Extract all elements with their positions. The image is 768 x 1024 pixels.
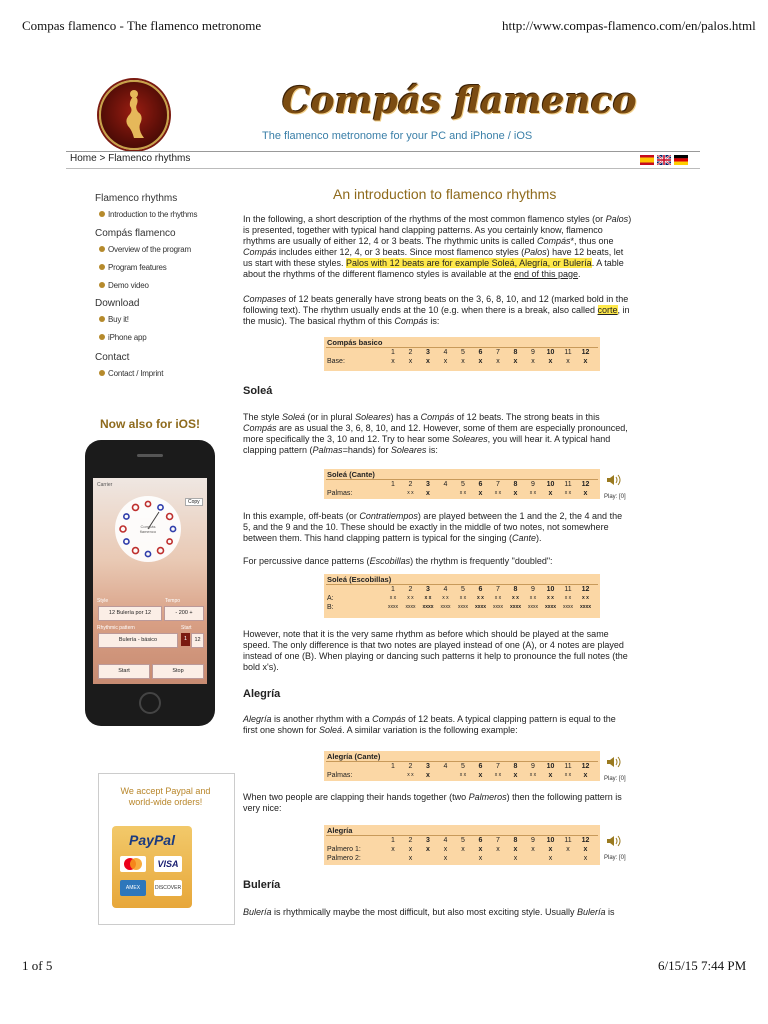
beat-number: 4	[443, 586, 448, 593]
beat-number: 3	[426, 837, 430, 844]
paypal-text: We accept Paypal and world-wide orders!	[120, 786, 211, 807]
nav-item-features[interactable]: Program features	[99, 263, 167, 272]
play-label: Play: [0]	[604, 776, 626, 782]
beat-mark: xxxx	[528, 604, 538, 610]
palmeros-paragraph: When two people are clapping their hands together (two Palmeros) then the following pattern is very nice:	[243, 792, 622, 813]
discover-icon: DISCOVER	[154, 880, 182, 896]
beat-mark: x x	[407, 772, 414, 778]
row-label: Palmas:	[327, 772, 353, 779]
site-logo-text[interactable]: Compás flamenco	[282, 80, 637, 122]
beat-number: 1	[391, 481, 395, 488]
row-label: Palmero 2:	[327, 855, 361, 862]
section-heading-alegria: Alegría	[243, 688, 281, 700]
beat-number: 11	[564, 763, 572, 770]
phone-start-b: 12	[191, 633, 204, 648]
beat-mark: x	[478, 772, 483, 779]
beat-number: 2	[408, 586, 413, 593]
nav-heading-flamenco-rhythms[interactable]: Flamenco rhythms	[95, 193, 178, 204]
bullet-icon	[99, 370, 105, 376]
breadcrumb-separator: >	[99, 153, 106, 164]
beat-mark: x	[513, 846, 518, 853]
beat-mark: x	[513, 358, 518, 365]
beat-mark: x x	[424, 595, 432, 601]
beat-mark: xxxx	[563, 604, 573, 610]
beat-mark: x x	[407, 490, 414, 496]
beat-mark: x x	[564, 772, 572, 778]
beat-number: 2	[408, 349, 413, 356]
beat-mark: x	[478, 490, 483, 497]
intro-paragraph: In the following, a short description of the rhythms of the most common flamenco styles (or Palos) is presented, together with typical hand clapping patterns. As you certainly know, flamenco rhythms are usually of either 12, 4 or 3 beats. The rhythmic units is called Compás*, thus one Compás includes either 12, 4, or 3 beats. Since most flamenco styles (Palos) have 12 beats, let us start with these styles. Palos with 12 beats are for example Soleá, Alegría, or Bulería. A table about the rhythms of the different flamenco styles is available at the end of this page.	[243, 214, 632, 279]
site-tagline: The flamenco metronome for your PC and iPhone / iOS	[262, 130, 533, 142]
beat-mark: x	[566, 358, 570, 365]
metronome-dial	[115, 496, 181, 562]
doubled-rhythm-paragraph: However, note that it is the very same rhythm as before which should be played at the same speed. The only difference is that two notes are played instead of one (A), or 4 notes are played instead of one (B). When playing or dancing such patterns it help to pronounce the full notes (the bold x's).	[243, 629, 628, 672]
beat-number: 9	[531, 481, 535, 488]
beat-mark: xxxx	[388, 604, 398, 610]
beat-number: 3	[426, 481, 430, 488]
rhythm-table-alegria-cante	[324, 751, 600, 781]
beat-number: 7	[496, 349, 500, 356]
beat-mark: x x	[494, 772, 502, 778]
beat-mark: x x	[547, 595, 554, 601]
bullet-icon	[99, 246, 105, 252]
beat-mark: x	[566, 846, 570, 853]
beat-mark: x	[426, 846, 430, 853]
beat-number: 6	[478, 586, 483, 593]
nav-heading-compas-flamenco[interactable]: Compás flamenco	[95, 228, 176, 239]
beat-mark: x	[391, 358, 395, 365]
beat-number: 7	[496, 837, 500, 844]
beat-number: 9	[531, 837, 535, 844]
play-alegria-cante[interactable]	[604, 753, 626, 782]
section-heading-solea: Soleá	[243, 385, 273, 397]
beat-number: 11	[564, 586, 572, 593]
table-divider	[326, 835, 598, 836]
beat-number: 8	[513, 586, 518, 593]
end-of-page-link[interactable]: end of this page	[513, 269, 579, 279]
beat-mark: x	[426, 358, 430, 365]
beat-number: 1	[391, 837, 395, 844]
beat-mark: x	[548, 855, 553, 862]
rhythm-table-solea-cante	[324, 469, 600, 499]
mastercard-icon	[120, 856, 146, 872]
beat-number: 11	[564, 481, 572, 488]
beat-number: 6	[478, 837, 483, 844]
beat-mark: x	[461, 846, 465, 853]
nav-item-buy[interactable]: Buy it!	[99, 315, 129, 324]
beat-mark: x	[461, 358, 465, 365]
beat-mark: x x	[459, 595, 467, 601]
speaker-icon	[604, 832, 622, 850]
play-solea-cante[interactable]	[604, 471, 626, 500]
beat-mark: xxxx	[493, 604, 503, 610]
beat-mark: x x	[512, 595, 519, 601]
beat-number: 4	[443, 481, 448, 488]
beat-mark: x	[583, 846, 588, 853]
dial-center-text: Compás flamenco	[139, 524, 157, 534]
nav-item-introduction[interactable]: Introduction to the rhythms	[99, 210, 197, 219]
beat-number: 6	[478, 349, 483, 356]
print-page-url[interactable]: http://www.compas-flamenco.com/en/palos.html	[502, 18, 756, 33]
bullet-icon	[99, 282, 105, 288]
breadcrumb	[70, 153, 190, 164]
breadcrumb-home[interactable]: Home	[70, 153, 97, 164]
beat-mark: x	[426, 490, 430, 497]
table-divider	[326, 761, 598, 762]
beat-number: 11	[564, 837, 572, 844]
beat-mark: x	[531, 358, 535, 365]
table-divider	[326, 347, 598, 348]
buleria-paragraph: Bulería is rhythmically maybe the most difficult, but also most exciting style. Usually Bulería is	[243, 907, 615, 917]
paypal-brand: PayPal	[129, 832, 175, 848]
table-caption: Alegría (Cante)	[327, 752, 381, 761]
phone-start-button: Start	[98, 664, 150, 679]
beat-mark: x	[513, 490, 518, 497]
beat-number: 6	[478, 481, 483, 488]
beat-mark: x x	[477, 595, 484, 601]
bullet-icon	[99, 211, 105, 217]
beat-number: 9	[531, 349, 535, 356]
beat-number: 12	[581, 586, 590, 593]
table-divider	[326, 584, 598, 585]
beat-mark: x	[496, 358, 500, 365]
rhythm-table-basico	[324, 337, 600, 371]
corte-link[interactable]: corte	[597, 305, 618, 315]
beat-mark: xxxx	[440, 604, 451, 610]
beat-mark: x	[583, 855, 588, 862]
solea-paragraph: The style Soleá (or in plural Soleares) has a Compás of 12 beats. The strong beats in this Compás are as usual the 3, 6, 8, 10, and 12. However, some of them are especially pronounced, more specifically the 3, 10 and 12. Try to hear some Soleares, you will hear it. A typical hand clapping pattern (Palmas=hands) for Soleares is:	[243, 412, 628, 455]
phone-style-label: Style	[97, 598, 109, 604]
breadcrumb-current: Flamenco rhythms	[108, 153, 191, 164]
beat-number: 12	[581, 349, 590, 356]
beat-mark: x x	[494, 595, 502, 601]
beat-number: 10	[546, 763, 555, 770]
phone-pattern-label: Rhythmic pattern	[97, 625, 135, 631]
beat-mark: x x	[564, 490, 572, 496]
ios-promo-heading: Now also for iOS!	[100, 417, 201, 431]
beat-mark: x	[513, 855, 518, 862]
phone-pattern-select: Bulería - básico	[98, 633, 178, 648]
beat-number: 3	[426, 349, 430, 356]
beat-number: 5	[461, 481, 465, 488]
solea-offbeats-paragraph: In this example, off-beats (or Contratiempos) are played between the 1 and the 2, the 4 and the 5, and the 9 and the 10. These should be exactly in the middle of two notes, not somewhere between them. This hand clapping pattern is typical for the singing (Cante).	[243, 511, 623, 543]
play-alegria[interactable]	[604, 832, 626, 861]
paypal-logo[interactable]	[112, 826, 192, 908]
beat-mark: xxxx	[422, 604, 434, 610]
beat-mark: xxxx	[474, 604, 487, 610]
beat-number: 3	[426, 586, 430, 593]
print-page-title: Compas flamenco - The flamenco metronome	[22, 18, 262, 33]
beat-mark: x	[443, 855, 448, 862]
beat-mark: x	[496, 846, 500, 853]
beat-mark: x	[531, 846, 535, 853]
beat-mark: x x	[459, 772, 467, 778]
beat-number: 7	[496, 481, 500, 488]
speaker-icon	[604, 753, 622, 771]
nav-item-iphone-app[interactable]: iPhone app	[99, 333, 146, 342]
beat-mark: x	[548, 846, 553, 853]
beat-mark: x	[548, 772, 553, 779]
table-caption: Soleá (Cante)	[327, 470, 375, 479]
bullet-icon	[99, 334, 105, 340]
beat-number: 3	[426, 763, 430, 770]
beat-mark: x x	[564, 595, 572, 601]
beat-number: 11	[564, 349, 572, 356]
beat-mark: x	[408, 855, 413, 862]
beat-mark: x x	[582, 595, 589, 601]
dancer-icon	[101, 82, 167, 148]
compases-paragraph: Compases of 12 beats generally have strong beats on the 3, 6, 8, 10, and 12 (marked bold in the following text). The rhythm usually ends at the 10 (e.g. when there is a break, also called corte, in the music). The basical rhythm of this Compás is:	[243, 294, 630, 326]
beat-mark: x x	[529, 490, 537, 496]
beat-mark: x x	[459, 490, 467, 496]
beat-mark: x x	[494, 490, 502, 496]
beat-number: 1	[391, 349, 395, 356]
beat-mark: xxxx	[458, 604, 468, 610]
row-label: Palmas:	[327, 490, 353, 497]
beat-mark: x	[443, 358, 448, 365]
beat-number: 1	[391, 763, 395, 770]
phone-tempo-stepper: - 200 +	[164, 606, 204, 621]
phone-tempo-label: Tempo	[165, 598, 181, 604]
phone-stop-button: Stop	[152, 664, 204, 679]
row-label: Base:	[327, 358, 345, 365]
nav-item-contact-imprint[interactable]: Contact / Imprint	[99, 369, 163, 378]
bullet-icon	[99, 316, 105, 322]
phone-style-select: 12 Bulería por 12	[98, 606, 162, 621]
row-label: Palmero 1:	[327, 846, 361, 853]
nav-heading-contact[interactable]: Contact	[95, 352, 130, 363]
beat-number: 5	[461, 837, 465, 844]
beat-mark: x	[478, 358, 483, 365]
rhythm-table-solea-escobillas	[324, 574, 600, 618]
phone-carrier: Carrier	[97, 482, 113, 488]
rhythm-table-alegria	[324, 825, 600, 865]
beat-number: 12	[581, 763, 590, 770]
nav-item-overview[interactable]: Overview of the program	[99, 245, 191, 254]
beat-mark: x x	[389, 595, 397, 601]
beat-number: 8	[513, 349, 518, 356]
beat-mark: x	[548, 358, 553, 365]
beat-mark: xxxx	[509, 604, 522, 610]
visa-icon: VISA	[154, 856, 182, 872]
section-heading-buleria: Bulería	[243, 879, 281, 891]
phone-speaker	[137, 454, 163, 457]
beat-number: 5	[461, 586, 465, 593]
highlight-palos-12: Palos with 12 beats are for example Soleá, Alegría, or Bulería	[346, 258, 592, 268]
phone-home-button	[139, 692, 161, 714]
beat-mark: x	[583, 490, 588, 497]
escobillas-paragraph: For percussive dance patterns (Escobillas) the rhythm is frequently "doubled":	[243, 556, 553, 566]
beat-number: 2	[408, 837, 413, 844]
table-caption: Alegría	[327, 826, 353, 835]
beat-mark: x	[408, 846, 413, 853]
play-label: Play: [0]	[604, 855, 626, 861]
beat-mark: x x	[442, 595, 449, 601]
beat-number: 6	[478, 763, 483, 770]
beat-number: 9	[531, 763, 535, 770]
beat-number: 8	[513, 837, 518, 844]
beat-mark: x	[478, 846, 483, 853]
spanish-flag-icon[interactable]	[640, 152, 654, 162]
print-datetime: 6/15/15 7:44 PM	[658, 958, 747, 973]
beat-number: 10	[546, 349, 555, 356]
beat-mark: x	[443, 846, 448, 853]
beat-number: 7	[496, 586, 500, 593]
german-flag-icon[interactable]	[674, 152, 688, 162]
beat-mark: x	[513, 772, 518, 779]
beat-number: 7	[496, 763, 500, 770]
alegria-paragraph: Alegría is another rhythm with a Compás of 12 beats. A typical clapping pattern is equal to the first one shown for Soleá. A similar variation is the following example:	[243, 714, 616, 735]
phone-screen	[93, 478, 207, 684]
nav-heading-download[interactable]: Download	[95, 298, 140, 309]
beat-mark: x	[391, 846, 395, 853]
amex-icon: AMEX	[120, 880, 146, 896]
site-logo[interactable]	[99, 80, 169, 150]
beat-number: 4	[443, 763, 448, 770]
table-caption: Compás basico	[327, 338, 383, 347]
row-label: B:	[327, 604, 334, 611]
beat-mark: xxxx	[544, 604, 557, 610]
beat-number: 4	[443, 837, 448, 844]
nav-item-demo-video[interactable]: Demo video	[99, 281, 149, 290]
beat-mark: x x	[529, 772, 537, 778]
row-label: A:	[327, 595, 334, 602]
phone-copy-button: Copy	[185, 498, 203, 506]
beat-mark: xxxx	[579, 604, 592, 610]
beat-mark: x	[408, 358, 413, 365]
beat-mark: x	[548, 490, 553, 497]
speaker-icon	[604, 471, 622, 489]
beat-mark: x	[583, 772, 588, 779]
beat-number: 1	[391, 586, 395, 593]
beat-number: 12	[581, 481, 590, 488]
beat-number: 4	[443, 349, 448, 356]
beat-number: 10	[546, 837, 555, 844]
beat-number: 2	[408, 481, 413, 488]
beat-mark: x	[583, 358, 588, 365]
play-label: Play: [0]	[604, 494, 626, 500]
page-title: An introduction to flamenco rhythms	[333, 186, 557, 202]
beat-number: 2	[408, 763, 413, 770]
print-page-number: 1 of 5	[22, 958, 53, 973]
phone-start-a: 1	[181, 633, 190, 646]
beat-number: 5	[461, 349, 465, 356]
table-divider	[326, 479, 598, 480]
bullet-icon	[99, 264, 105, 270]
beat-number: 8	[513, 763, 518, 770]
beat-number: 8	[513, 481, 518, 488]
phone-start-label: Start	[181, 625, 192, 631]
table-caption: Soleá (Escobillas)	[327, 575, 392, 584]
beat-mark: x	[426, 772, 430, 779]
beat-mark: x	[478, 855, 483, 862]
beat-mark: xxxx	[405, 604, 416, 610]
beat-mark: x x	[529, 595, 537, 601]
beat-number: 10	[546, 481, 555, 488]
beat-number: 9	[531, 586, 535, 593]
english-flag-icon[interactable]	[657, 152, 671, 162]
beat-number: 5	[461, 763, 465, 770]
beat-number: 10	[546, 586, 555, 593]
beat-mark: x x	[407, 595, 414, 601]
beat-number: 12	[581, 837, 590, 844]
